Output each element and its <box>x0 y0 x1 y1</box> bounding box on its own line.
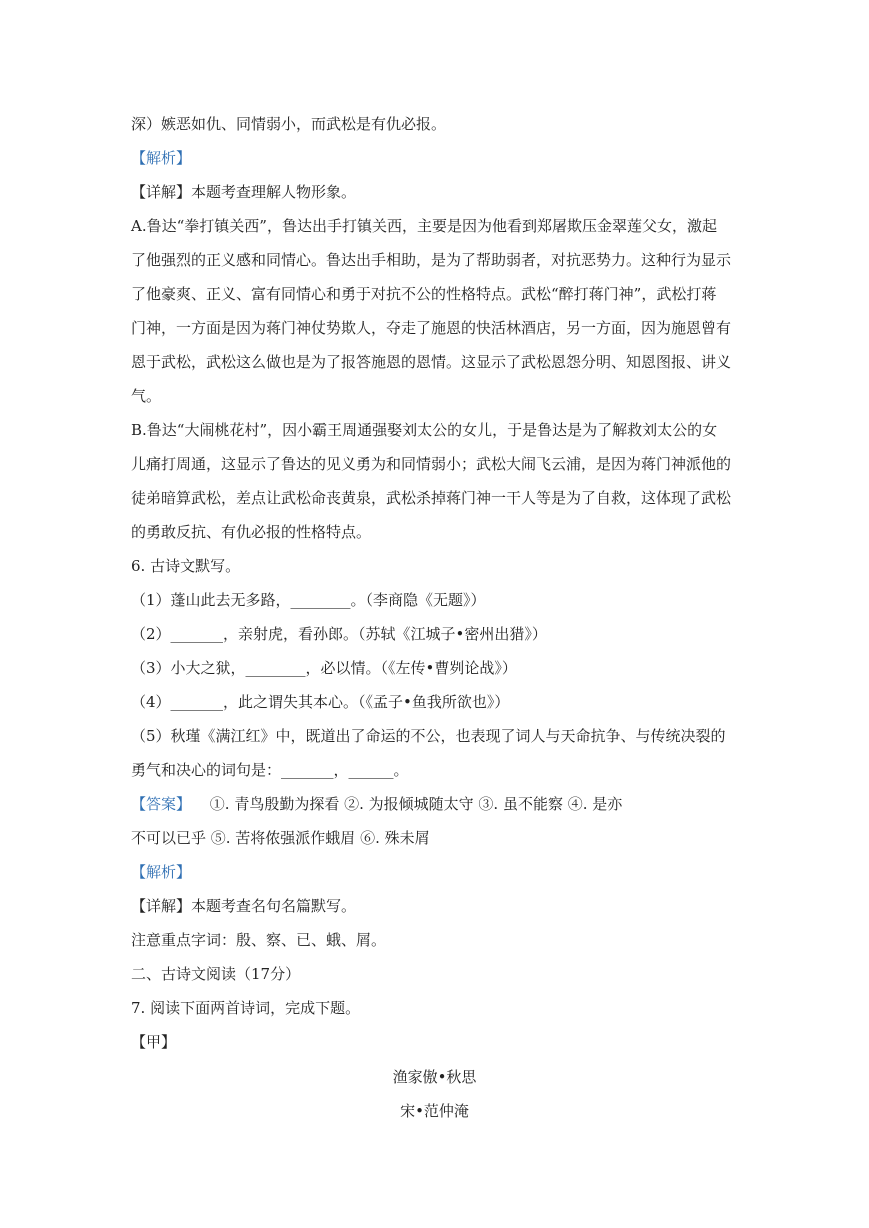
text-line: 注意重点字词：殷、察、已、蛾、屑。 <box>131 931 387 949</box>
text-line: 了他豪爽、正义、富有同情心和勇于对抗不公的性格特点。武松“醉打蒋门神”，武松打蒋 <box>131 285 717 303</box>
text-line: 深）嫉恶如仇、同情弱小，而武松是有仇必报。 <box>131 115 447 133</box>
poem-author: 宋•范仲淹 <box>400 1102 469 1120</box>
text-line: 【详解】本题考查理解人物形象。 <box>131 183 357 201</box>
answer-text: 不可以已乎 ⑤. 苦将侬强派作蛾眉 ⑥. 殊未屑 <box>131 829 430 847</box>
question-item: （2）_______，亲射虎，看孙郎。（苏轼《江城子•密州出猎》） <box>131 625 547 643</box>
poem-label: 【甲】 <box>131 1033 177 1051</box>
text-line: A.鲁达“拳打镇关西”，鲁达出手打镇关西，主要是因为他看到郑屠欺压金翠莲父女，激起 <box>131 217 717 235</box>
question-item: （1）蓬山此去无多路，________。（李商隐《无题》） <box>131 591 486 609</box>
analysis-heading: 【解析】 <box>131 863 192 881</box>
question-item: （4）_______，此之谓失其本心。（《孟子•鱼我所欲也》） <box>131 693 510 711</box>
text-line: B.鲁达“大闹桃花村”，因小霸王周通强娶刘太公的女儿，于是鲁达是为了解救刘太公的女 <box>131 421 718 439</box>
question-title: 7. 阅读下面两首诗词，完成下题。 <box>131 999 361 1017</box>
poem-title: 渔家傲•秋思 <box>392 1068 477 1086</box>
text-line: 了他强烈的正义感和同情心。鲁达出手相助，是为了帮助弱者，对抗恶势力。这种行为显示 <box>131 251 732 269</box>
text-line: 儿痛打周通，这显示了鲁达的见义勇为和同情弱小；武松大闹飞云浦，是因为蒋门神派他的 <box>131 455 732 473</box>
answer-heading: 【答案】 <box>131 795 192 813</box>
text-line: 恩于武松，武松这么做也是为了报答施恩的恩情。这显示了武松恩怨分明、知恩图报、讲义 <box>131 353 732 371</box>
text-line: 气。 <box>131 387 162 405</box>
question-item: 勇气和决心的词句是：_______，______。 <box>131 761 409 779</box>
answer-text: ①. 青鸟殷勤为探看 ②. 为报倾城随太守 ③. 虽不能察 ④. 是亦 <box>209 795 623 813</box>
text-line: 的勇敢反抗、有仇必报的性格特点。 <box>131 523 372 541</box>
text-line: 徒弟暗算武松，差点让武松命丧黄泉，武松杀掉蒋门神一干人等是为了自救，这体现了武松 <box>131 489 732 507</box>
text-line: 【详解】本题考查名句名篇默写。 <box>131 897 357 915</box>
answer-row <box>131 794 741 814</box>
question-item: （3）小大之狱，________，必以情。（《左传•曹刿论战》） <box>131 659 517 677</box>
section-title: 二、古诗文阅读（17分） <box>131 965 301 983</box>
text-line: 门神，一方面是因为蒋门神仗势欺人，夺走了施恩的快活林酒店，另一方面，因为施恩曾有 <box>131 319 732 337</box>
analysis-heading: 【解析】 <box>131 149 192 167</box>
question-item: （5）秋瑾《满江红》中，既道出了命运的不公，也表现了词人与天命抗争、与传统决裂的 <box>131 727 726 745</box>
question-title: 6. 古诗文默写。 <box>131 557 241 575</box>
